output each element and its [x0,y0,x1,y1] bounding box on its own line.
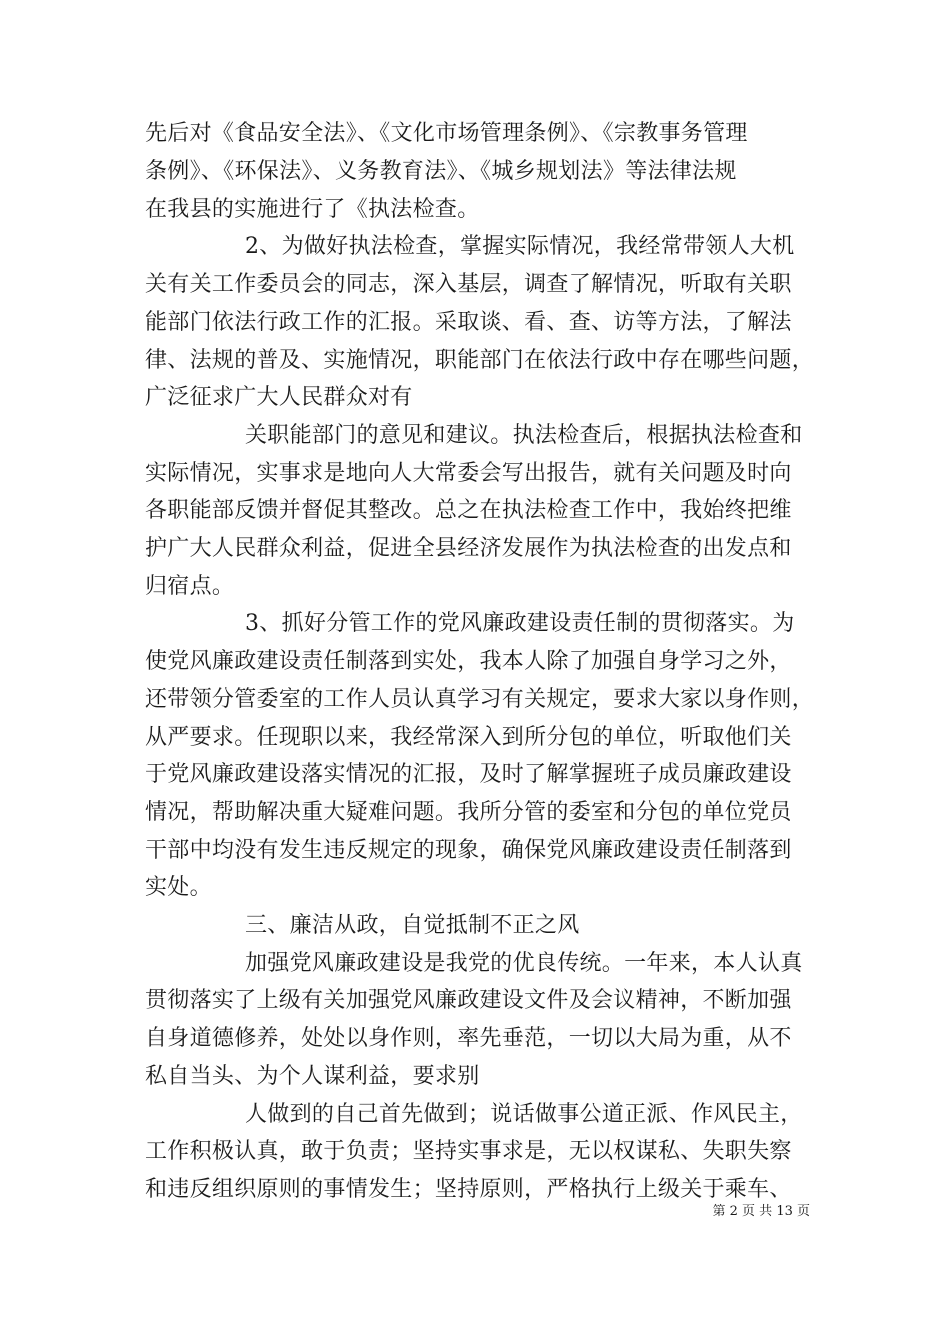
text-line: 还带领分管委室的工作人员认真学习有关规定，要求大家以身作则， [145,687,815,712]
paragraph-start-line: 人做到的自己首先做到；说话做事公道正派、作风民主， [245,1102,803,1127]
text-line: 归宿点。 [145,574,235,599]
text-line: 护广大人民群众利益，促进全县经济发展作为执法检查的出发点和 [145,536,792,561]
paragraph-start-line: 加强党风廉政建设是我党的优良传统。一年来，本人认真 [245,951,803,976]
text-line: 在我县的实施进行了《执法检查。 [145,197,480,222]
text-line: 能部门依法行政工作的汇报。采取谈、看、查、访等方法，了解法 [145,310,792,335]
text-line: 和违反组织原则的事情发生；坚持原则，严格执行上级关于乘车、 [145,1177,792,1202]
text-line: 各职能部反馈并督促其整改。总之在执法检查工作中，我始终把维 [145,498,792,523]
text-line: 情况，帮助解决重大疑难问题。我所分管的委室和分包的单位党员 [145,800,792,825]
page-number: 第 2 页 共 13 页 [712,1204,810,1219]
paragraph-start-line: 关职能部门的意见和建议。执法检查后，根据执法检查和 [245,423,803,448]
paragraph-start-line: 2、为做好执法检查，掌握实际情况，我经常带领人大机 [245,234,795,259]
text-line: 于党风廉政建设落实情况的汇报，及时了解掌握班子成员廉政建设 [145,762,792,787]
text-line: 从严要求。任现职以来，我经常深入到所分包的单位，听取他们关 [145,725,792,750]
text-line: 自身道德修养，处处以身作则，率先垂范，一切以大局为重，从不 [145,1026,792,1051]
section-heading: 三、廉洁从政，自觉抵制不正之风 [245,913,580,938]
text-line: 广泛征求广大人民群众对有 [145,385,413,410]
text-line: 实际情况，实事求是地向人大常委会写出报告，就有关问题及时向 [145,461,792,486]
text-line: 工作积极认真，敢于负责；坚持实事求是，无以权谋私、失职失察 [145,1139,792,1164]
text-line: 贯彻落实了上级有关加强党风廉政建设文件及会议精神，不断加强 [145,988,792,1013]
text-line: 先后对《食品安全法》、《文化市场管理条例》、《宗教事务管理 [145,121,748,146]
text-line: 律、法规的普及、实施情况，职能部门在依法行政中存在哪些问题， [145,348,815,373]
paragraph-start-line: 3、抓好分管工作的党风廉政建设责任制的贯彻落实。为 [245,611,795,636]
text-line: 干部中均没有发生违反规定的现象，确保党风廉政建设责任制落到 [145,838,792,863]
text-line: 实处。 [145,875,212,900]
text-line: 使党风廉政建设责任制落到实处，我本人除了加强自身学习之外， [145,649,792,674]
text-line: 条例》、《环保法》、义务教育法》、《城乡规划法》等法律法规 [145,159,737,184]
text-line: 私自当头、为个人谋利益，要求别 [145,1064,480,1089]
text-line: 关有关工作委员会的同志，深入基层，调查了解情况，听取有关职 [145,272,792,297]
